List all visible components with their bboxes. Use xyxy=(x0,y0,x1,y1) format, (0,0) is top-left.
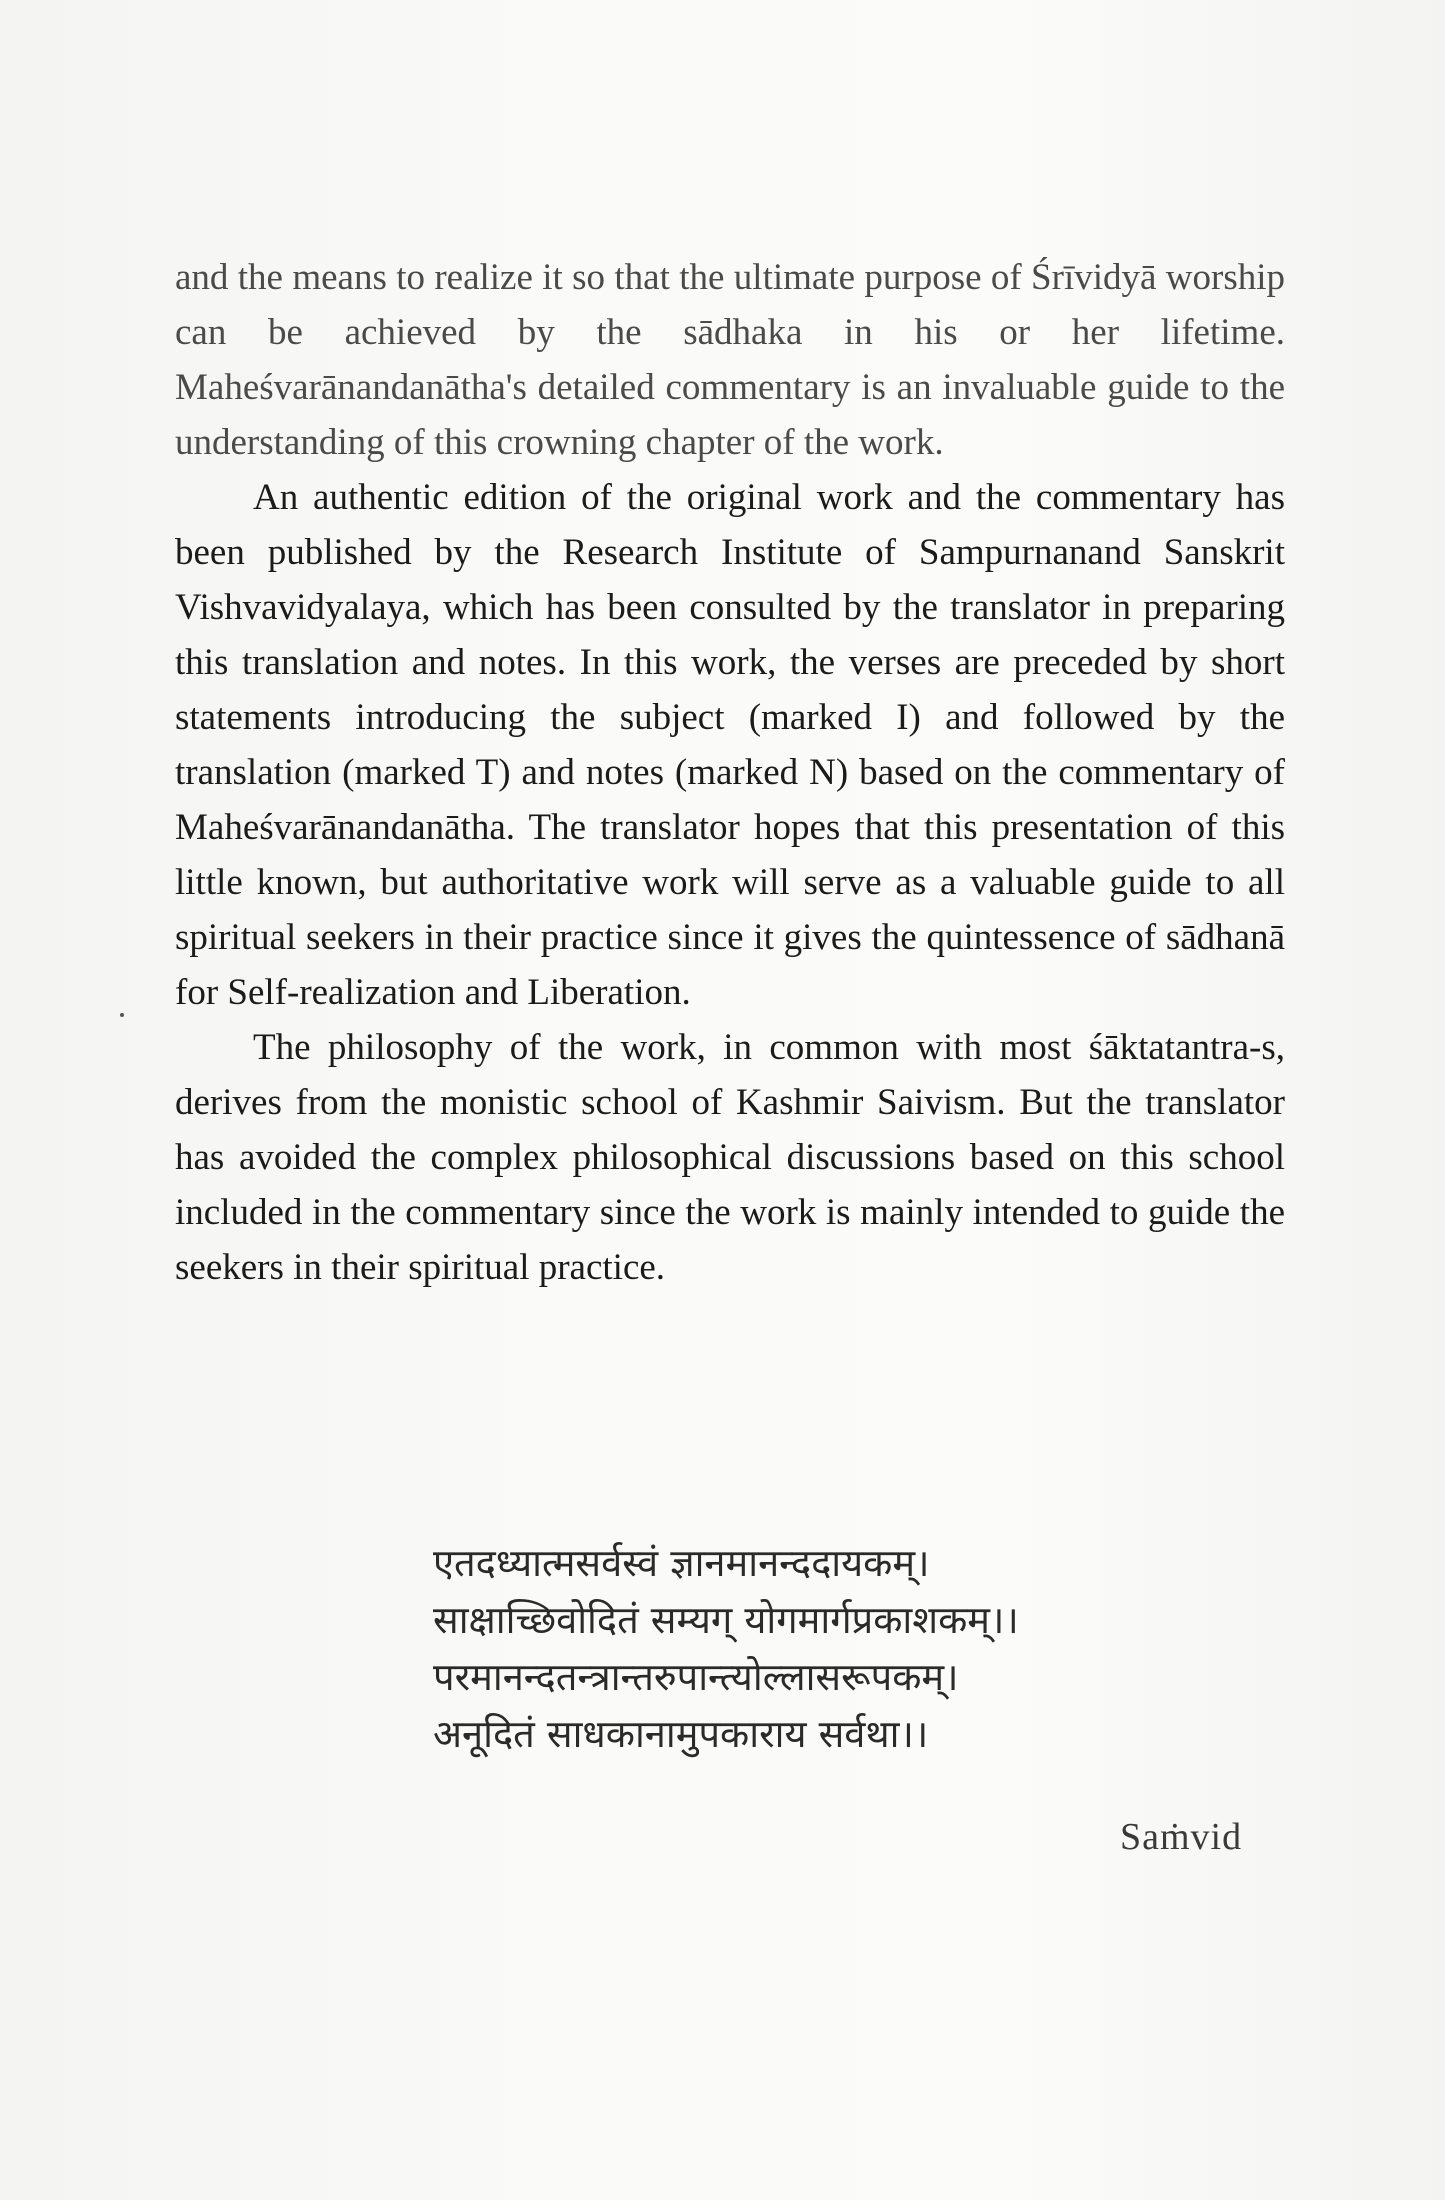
margin-mark xyxy=(120,1013,124,1017)
paragraph-2: An authentic edition of the original work and the commentary has been published by the Research Institute of Sampurnanand Sanskrit Vishvavidyalaya, which has been consulted by the translator in preparing this translation and notes. In this work, the verses are preceded by short statements introducing the subject (marked I) and followed by the translation (marked T) and notes (marked N) based on the commentary of Maheśvarānandanātha. The translator hopes that this presentation of this little known, but authoritative work will serve as a valuable guide to all spiritual seekers in their practice since it gives the quintessence of sādhanā for Self-realization and Liberation. xyxy=(175,477,1285,1013)
sanskrit-verse xyxy=(433,1535,1193,1763)
paragraph-1: and the means to realize it so that the ultimate purpose of Śrīvidyā worship can be achieved by the sādhaka in his or her lifetime. Maheśvarānandanātha's detailed commentary is an invaluable guide to the understanding of this crowning chapter of the work. xyxy=(175,257,1285,463)
verse-line-4: अनूदितं साधकानामुपकाराय सर्वथा।। xyxy=(433,1712,929,1756)
body-text xyxy=(175,250,1285,1295)
signature: Saṁvid xyxy=(1120,1816,1243,1858)
verse-line-2: साक्षाच्छिवोदितं सम्यग् योगमार्गप्रकाशकम्।। xyxy=(433,1598,1019,1642)
verse-line-3: परमानन्दतन्त्रान्तरुपान्त्योल्लासरूपकम्। xyxy=(433,1655,959,1699)
verse-line-1: एतदध्यात्मसर्वस्वं ज्ञानमानन्ददायकम्। xyxy=(433,1541,930,1585)
paragraph-3: The philosophy of the work, in common with most śāktatantra-s, derives from the monistic school of Kashmir Saivism. But the translator has avoided the complex philosophical discussions based on this school included in the commentary since the work is mainly intended to guide the seekers in their spiritual practice. xyxy=(175,1027,1285,1288)
